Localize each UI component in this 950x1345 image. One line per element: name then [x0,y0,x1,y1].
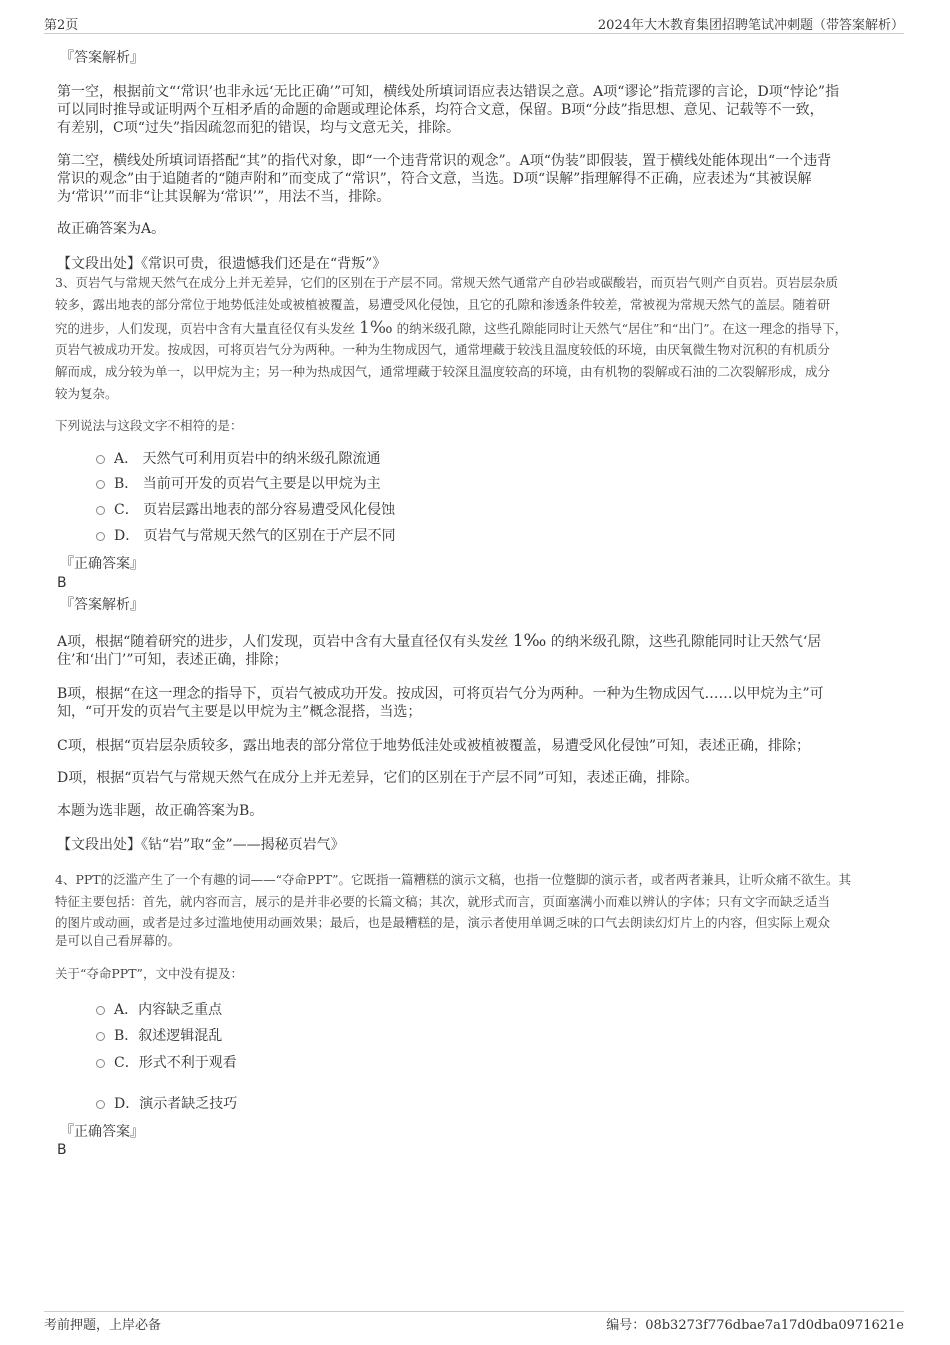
radio-icon[interactable] [96,532,105,541]
q3-answer-title: 『正确答案』 [60,556,144,572]
q3-answer: B [57,575,67,591]
q3-analysis-b-line2: 知，“可开发的页岩气主要是以甲烷为主”概念混搭，当选； [57,704,422,720]
q4-option-b[interactable] [96,1026,222,1046]
footer-document-id: 编号：08b3273f776dbae7a17d0dba0971621e [606,1318,904,1333]
q4-question: 关于“夺命PPT”，文中没有提及： [55,966,243,981]
q2-analysis-para2-line2: 常识的观念”由于追随者的“随声附和”而变成了“常识”，符合文意，当选。D项“误解”指理解得不正确，应表述为“其被误解 [57,171,812,187]
q3-analysis-a-end: 的纳米级孔隙，这些孔隙能同时让天然气‘居 [550,634,822,650]
q3-passage-line2: 较多，露出地表的部分常位于地势低洼处或被植被覆盖，易遭受风化侵蚀，且它的孔隙和渗透条件较差，常被视为常规天然气的盖层。随着研 [55,297,831,312]
q3-passage-line3-end: 的纳米级孔隙，这些孔隙能同时让天然气“居住”和“出门”。在这一理念的指导下， [396,321,848,336]
q3-source: 【文段出处】《钻“岩”取“金”——揭秘页岩气》 [57,837,345,853]
q3-option-b[interactable] [96,474,381,494]
radio-icon[interactable] [96,1032,105,1041]
q3-analysis-d: D项，根据“页岩气与常规天然气在成分上并无差异，它们的区别在于产层不同”可知，表述正确，排除。 [57,770,699,786]
q3-analysis-a-start: A项，根据“随着研究的进步，人们发现，页岩中含有大量直径仅有头发丝 [57,634,509,650]
q4-passage-line3: 的图片或动画，或者是过多过滥地使用动画效果；最后，也是最糟糕的是，演示者使用单调乏味的口气去朗读幻灯片上的内容，但实际上观众 [55,915,831,930]
document-title: 2024年大木教育集团招聘笔试冲刺题（带答案解析） [597,18,904,33]
q2-analysis-para1-line2: 可以同时推导或证明两个互相矛盾的命题的命题或理论体系，均符合文意，保留。B项“分歧”指思想、意见、记载等不一致， [57,102,824,118]
q2-analysis-title: 『答案解析』 [60,50,144,66]
q3-analysis-title: 『答案解析』 [60,597,144,613]
q3-passage-line1: 3、页岩气与常规天然气在成分上并无差异，它们的区别在于产层不同。常规天然气通常产自砂岩或碳酸岩，而页岩气则产自页岩。页岩层杂质 [55,275,838,290]
q3-passage-line3 [55,317,847,340]
footer-divider [44,1311,904,1312]
q3-option-d-label: D． 页岩气与常规天然气的区别在于产层不同 [114,528,396,544]
q4-option-c-label: C．形式不利于观看 [114,1055,237,1071]
q4-option-d[interactable] [96,1094,237,1114]
q4-passage-line4: 是可以自己看屏幕的。 [55,933,181,948]
radio-icon[interactable] [96,1059,105,1068]
q2-analysis-para2-line1: 第二空，横线处所填词语搭配“其”的指代对象，即“一个违背常识的观念”。A项“伪装”即假装，置于横线处能体现出“一个违背 [57,153,832,169]
radio-icon[interactable] [96,455,105,464]
q4-passage-line1: 4、PPT的泛滥产生了一个有趣的词——“夺命PPT”。它既指一篇糟糕的演示文稿，也指一位蹩脚的演示者，或者两者兼具，让听众痛不欲生。其 [55,872,852,887]
footer-slogan: 考前押题，上岸必备 [44,1318,162,1333]
q3-option-a[interactable] [96,449,381,469]
q3-passage-line3-start: 究的进步，人们发现，页岩中含有大量直径仅有头发丝 [55,321,356,336]
permille-value: 1‰ [512,631,547,651]
q3-passage-line6: 较为复杂。 [55,386,118,401]
permille-value: 1‰ [359,318,393,338]
q2-analysis-para1-line1: 第一空，根据前文“‘常识’也非永远‘无比正确’”可知，横线处所填词语应表达错误之意。A项“谬论”指荒谬的言论，D项“悖论”指 [57,84,840,100]
q2-conclusion: 故正确答案为A。 [57,221,166,237]
header-divider [44,33,904,34]
q4-passage-line2: 特征主要包括：首先，就内容而言，展示的是并非必要的长篇文稿；其次，就形式而言，页面塞满小而难以辨认的字体；只有文字而缺乏适当 [55,894,831,909]
q3-option-c[interactable] [96,500,395,520]
q4-answer: B [57,1142,67,1158]
q3-option-c-label: C． 页岩层露出地表的部分容易遭受风化侵蚀 [114,502,396,518]
radio-icon[interactable] [96,1006,105,1015]
q2-source: 【文段出处】《常识可贵，很遗憾我们还是在“背叛”》 [57,256,387,272]
q4-option-a[interactable] [96,1000,222,1020]
q4-option-a-label: A．内容缺乏重点 [114,1002,223,1018]
radio-icon[interactable] [96,1100,105,1109]
q4-option-b-label: B．叙述逻辑混乱 [114,1028,223,1044]
q3-option-d[interactable] [96,526,396,546]
q3-passage-line4: 页岩气被成功开发。按成因，可将页岩气分为两种。一种为生物成因气，通常埋藏于较浅且温度较低的环境，由厌氧微生物对沉积的有机质分 [55,342,831,357]
q3-passage-line5: 解而成，成分较为单一，以甲烷为主；另一种为热成因气，通常埋藏于较深且温度较高的环境，由有机物的裂解或石油的二次裂解形成，成分 [55,364,831,379]
q4-answer-title: 『正确答案』 [60,1124,144,1140]
q3-analysis-b-line1: B项，根据“在这一理念的指导下，页岩气被成功开发。按成因，可将页岩气分为两种。一种为生物成因气……以甲烷为主”可 [57,686,824,702]
q2-analysis-para2-line3: 为‘常识’”而非“让其误解为‘常识’”，用法不当，排除。 [57,189,391,205]
q4-option-d-label: D．演示者缺乏技巧 [114,1096,238,1112]
page-number: 第2页 [44,18,79,33]
q3-conclusion: 本题为选非题，故正确答案为B。 [57,803,264,819]
q3-analysis-c: C项，根据“页岩层杂质较多，露出地表的部分常位于地势低洼处或被植被覆盖，易遭受风化侵蚀”可知，表述正确，排除； [57,738,811,754]
q4-option-c[interactable] [96,1053,237,1073]
q3-analysis-a-line1 [57,631,821,652]
radio-icon[interactable] [96,480,105,489]
q3-option-a-label: A． 天然气可利用页岩中的纳米级孔隙流通 [114,451,381,467]
q3-option-b-label: B． 当前可开发的页岩气主要是以甲烷为主 [114,476,381,492]
q2-analysis-para1-line3: 有差别，C项“过失”指因疏忽而犯的错误，均与文意无关，排除。 [57,120,461,136]
q3-question: 下列说法与这段文字不相符的是： [55,418,243,433]
radio-icon[interactable] [96,506,105,515]
q3-analysis-a-line2: 住’和‘出门’”可知，表述正确，排除； [57,652,288,668]
